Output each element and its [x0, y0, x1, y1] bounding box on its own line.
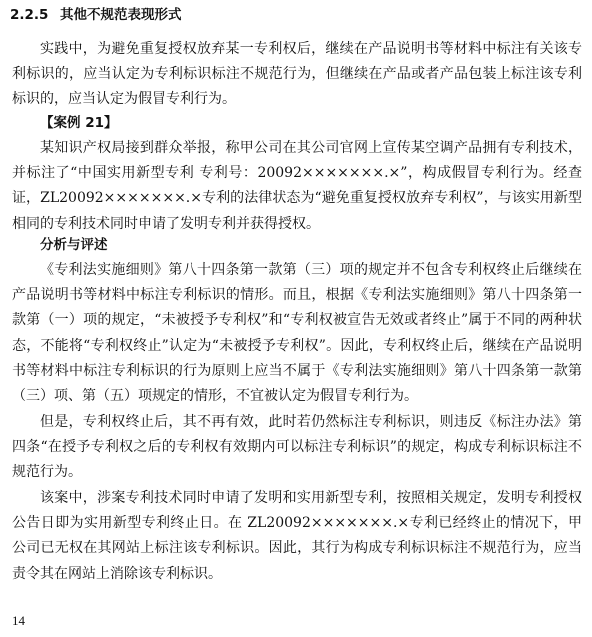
analysis-paragraph-2: 但是，专利权终止后，其不再有效，此时若仍然标注专利标识，则违反《标注办法》第四条“在授予专利权之后的专利权有效期内可以标注专利标识”的规定，构成专利标识标注不规范行为。 — [12, 414, 582, 481]
section-title: 其他不规范表现形式 — [60, 7, 182, 23]
case-facts-paragraph: 某知识产权局接到群众举报，称甲公司在其公司官网上宣传某空调产品拥有专利技术，并标注了“中国实用新型专利 专利号：20092×××××××.×”，构成假冒专利行为。经查证，ZL20092×××××××.×专利的法律状态为“避免重复授权放弃专利权”，与该实用新型相同的专利技术同时申请了发明专利并获得授权。 — [12, 140, 582, 232]
analysis-heading: 分析与评述 — [40, 237, 108, 253]
case-label: 【案例 21】 — [40, 115, 118, 131]
page-number: 14 — [12, 613, 25, 628]
section-heading — [10, 5, 182, 25]
analysis-paragraph-3: 该案中，涉案专利技术同时申请了发明和实用新型专利，按照相关规定，发明专利授权公告日即为实用新型专利终止日。在 ZL20092×××××××.×专利已经终止的情况下，甲公司已无权在其网站上标注该专利标识。因此，其行为构成专利标识标注不规范行为，应当责令其在网站上消除该专利标识。 — [12, 490, 582, 582]
analysis-paragraph-1: 《专利法实施细则》第八十四条第一款第（三）项的规定并不包含专利权终止后继续在产品说明书等材料中标注专利标识的情形。而且，根据《专利法实施细则》第八十四条第一款第（一）项的规定，“未被授予专利权”和“专利权被宣告无效或者终止”属于不同的两种状态，不能将“专利权终止”认定为“未被授予专利权”。因此，专利权终止后，继续在产品说明书等材料中标注专利标识的行为原则上应当不属于《专利法实施细则》第八十四条第一款第（三）项、第（五）项规定的情形，不宜被认定为假冒专利行为。 — [12, 262, 582, 405]
intro-paragraph: 实践中，为避免重复授权放弃某一专利权后，继续在产品说明书等材料中标注有关该专利标识的，应当认定为专利标识标注不规范行为，但继续在产品或者产品包装上标注该专利标识的，应当认定为假冒专利行为。 — [12, 41, 582, 108]
section-number: 2.2.5 — [10, 7, 49, 23]
